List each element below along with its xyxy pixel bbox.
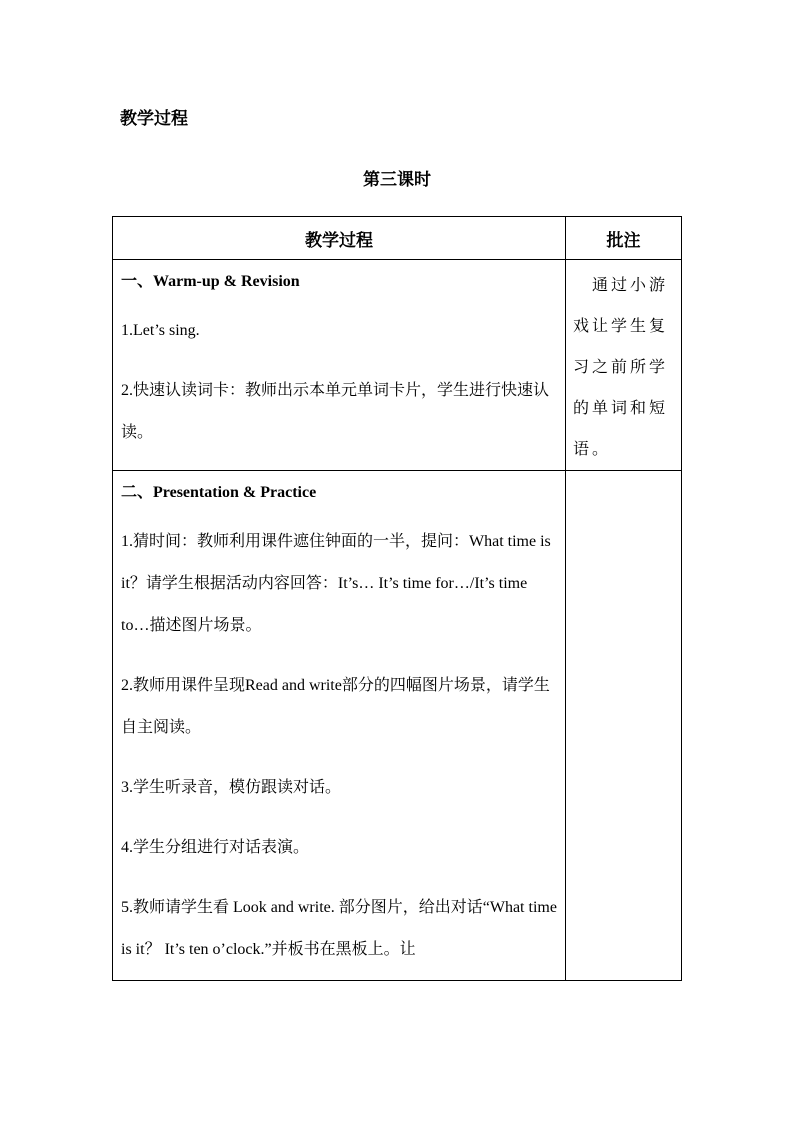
process-cell <box>113 260 566 471</box>
list-item: 4.学生分组进行对话表演。 <box>121 839 310 856</box>
note-text: 通过小游戏让学生复习之前所学的单词和短语。 <box>573 277 669 458</box>
table-row <box>113 471 682 981</box>
list-item: 2.教师用课件呈现Read and write部分的四幅图片场景，请学生自主阅读。 <box>121 677 550 736</box>
list-item: 1.Let’s sing. <box>121 322 200 339</box>
section-title: 一、Warm-up & Revision <box>121 273 300 290</box>
header-process: 教学过程 <box>113 217 566 260</box>
lesson-subtitle: 第三课时 <box>363 170 431 189</box>
list-item: 1.猜时间：教师利用课件遮住钟面的一半，提问：What time is it？请学生根据活动内容回答：It’s… It’s time for…/It’s time to…描述图片场景。 <box>121 533 551 634</box>
process-cell <box>113 471 566 981</box>
page-heading: 教学过程 <box>120 109 188 128</box>
list-item: 3.学生听录音，模仿跟读对话。 <box>121 779 342 796</box>
table-header-row <box>113 217 682 260</box>
lesson-table <box>112 216 682 981</box>
section-title: 二、Presentation & Practice <box>121 484 317 501</box>
note-text <box>566 471 681 476</box>
list-item: 2.快速认读词卡：教师出示本单元单词卡片，学生进行快速认读。 <box>121 382 550 441</box>
header-notes: 批注 <box>566 217 682 260</box>
list-item: 5.教师请学生看 Look and write. 部分图片，给出对话“What time is it？ It’s ten o’clock.”并板书在黑板上。让 <box>121 899 557 958</box>
note-cell <box>566 471 682 981</box>
note-cell <box>566 260 682 471</box>
table-row <box>113 260 682 471</box>
